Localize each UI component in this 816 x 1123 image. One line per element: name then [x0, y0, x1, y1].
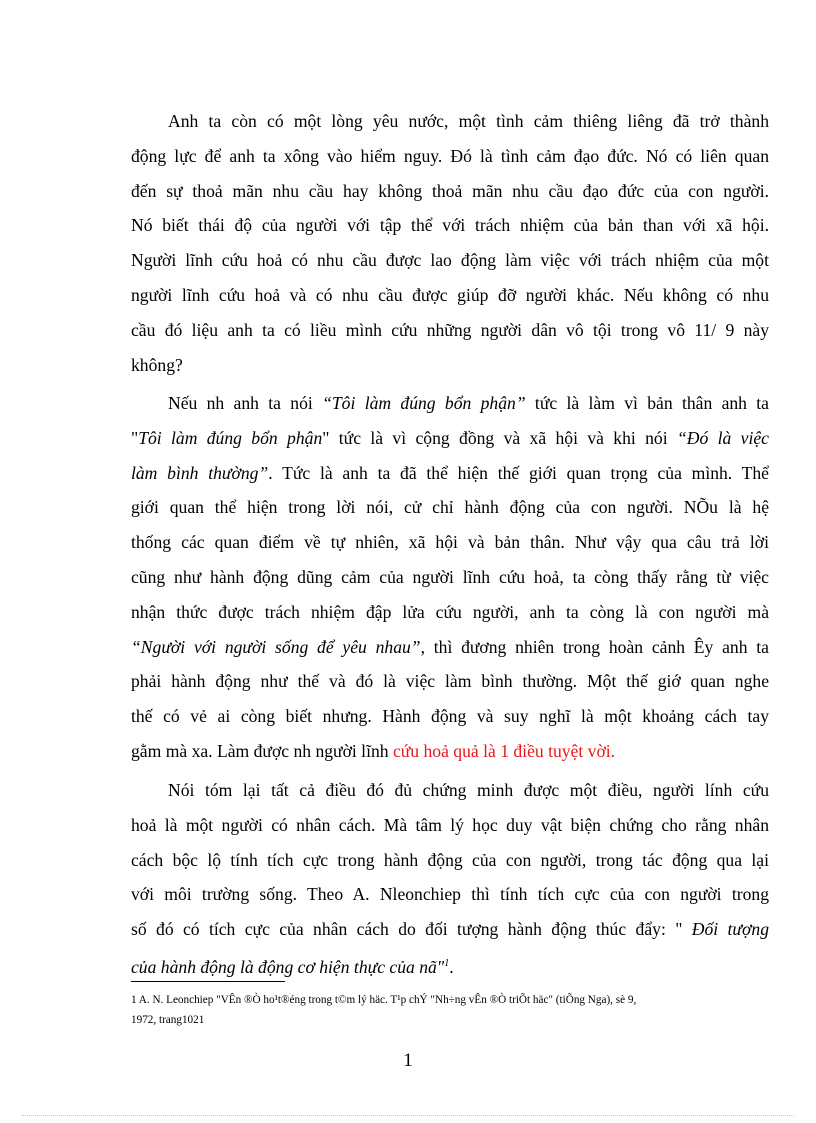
- text-line: người lĩnh cứu hoả và có nhu cầu được giúp đỡ người khác. Nếu không có nhu: [131, 284, 769, 305]
- footnote: [131, 990, 771, 1030]
- paragraph-duty: [131, 386, 769, 769]
- footnote-line: 1972, trang1021: [131, 1014, 205, 1026]
- italic-quote: làm bình thường”: [131, 462, 269, 483]
- text-run: số đó có tích cực của nhân cách do đối tượng hành động thúc đẩy: ": [131, 919, 692, 940]
- italic-quote: “Người với người sống để yêu nhau”: [131, 636, 421, 657]
- text-line: cầu đó liệu anh ta có liều mình cứu những người dân vô tội trong vô 11/ 9 này: [131, 319, 769, 340]
- paragraph-conclusion: [131, 773, 769, 982]
- text-line: thống các quan điểm về tự nhiên, xã hội và bản thân. Như vậy qua câu trả lời: [131, 532, 769, 553]
- text-line: [131, 421, 769, 456]
- text-line: Nó biết thái độ của người với tập thể với trách nhiệm của bản than với xã hội.: [131, 215, 769, 236]
- text-run: .: [449, 956, 454, 977]
- text-run: , thì đương nhiên trong hoàn cảnh Êy anh ta: [420, 636, 769, 657]
- text-line: phải hành động như thế và đó là việc làm bình thường. Một thế giớ quan nghe: [131, 671, 769, 692]
- text-run: tức là làm vì bản thân anh ta: [525, 393, 769, 413]
- text-line: thế có vẻ ai còng biết nhưng. Hành động và suy nghĩ là một khoảng cách tay: [131, 706, 769, 727]
- footnote-reference[interactable]: 1: [444, 957, 450, 969]
- text-run: . Tức là anh ta đã thể hiện thế giới quan trọng của mình. Thể: [268, 462, 769, 483]
- text-line: nhận thức được trách nhiệm đập lửa cứu người, anh ta còng là con người mà: [131, 601, 769, 622]
- text-run: ": [131, 427, 139, 448]
- italic-quote: của hành động là động cơ hiện thực của nã": [131, 956, 445, 977]
- text-run: " tức là vì cộng đồng và xã hội và khi nói: [322, 427, 677, 448]
- text-line: [131, 386, 769, 421]
- italic-quote: Tôi làm đúng bổn phận: [138, 427, 323, 448]
- text-line: [131, 456, 769, 491]
- footnote-separator: [131, 981, 285, 982]
- paragraph-patriotism: [131, 104, 769, 382]
- italic-quote: “Đó là việc: [676, 427, 769, 448]
- text-line: không?: [131, 354, 183, 375]
- text-line: [131, 947, 769, 982]
- italic-quote: Đối tượng: [691, 919, 769, 940]
- footnote-line: 1 A. N. Leonchiep "VÊn ®Ò ho¹t®éng trong t©m lý häc. T¹p chÝ "Nh÷ng vÊn ®Ò triÕt häc" (tiÕng Nga), sè 9,: [131, 994, 637, 1006]
- highlighted-text: cứu hoả quả là 1 điều tuyệt vời.: [392, 740, 616, 761]
- text-line: Anh ta còn có một lòng yêu nước, một tình cảm thiêng liêng đã trở thành: [168, 111, 769, 131]
- text-line: [131, 630, 769, 665]
- text-line: Nói tóm lại tất cả điều đó đủ chứng minh được một điều, người lính cứu: [168, 780, 769, 800]
- text-run: gằm mà xa. Làm được nh người lĩnh: [131, 740, 393, 761]
- page-bottom-border: [22, 1115, 794, 1116]
- text-line: động lực để anh ta xông vào hiểm nguy. Đó là tình cảm đạo đức. Nó có liên quan: [131, 145, 769, 166]
- text-line: cũng như hành động dũng cảm của người lĩnh cứu hoả, ta còng thấy rằng từ việc: [131, 566, 769, 587]
- text-line: đến sự thoả mãn nhu cầu hay không thoả mãn nhu cầu đạo đức của con người.: [131, 180, 769, 201]
- text-line: cách bộc lộ tính tích cực trong hành động của con người, trong tác động qua lại: [131, 849, 769, 870]
- text-run: Nếu nh anh ta nói: [168, 393, 323, 413]
- page-number: 1: [403, 1050, 413, 1071]
- text-line: với môi trường sống. Theo A. Nleonchiep thì tính tích cực của con người trong: [131, 884, 769, 905]
- italic-quote: “Tôi làm đúng bổn phận”: [322, 393, 526, 413]
- text-line: giới quan thể hiện trong lời nói, cử chỉ hành động của con người. NÕu là hệ: [131, 497, 769, 518]
- text-line: [131, 912, 769, 947]
- text-line: hoả là một người có nhân cách. Mà tâm lý học duy vật biện chứng cho rằng nhân: [131, 814, 769, 835]
- text-line: [131, 734, 769, 769]
- text-line: Người lĩnh cứu hoả có nhu cầu được lao động làm việc với trách nhiệm của một: [131, 250, 769, 271]
